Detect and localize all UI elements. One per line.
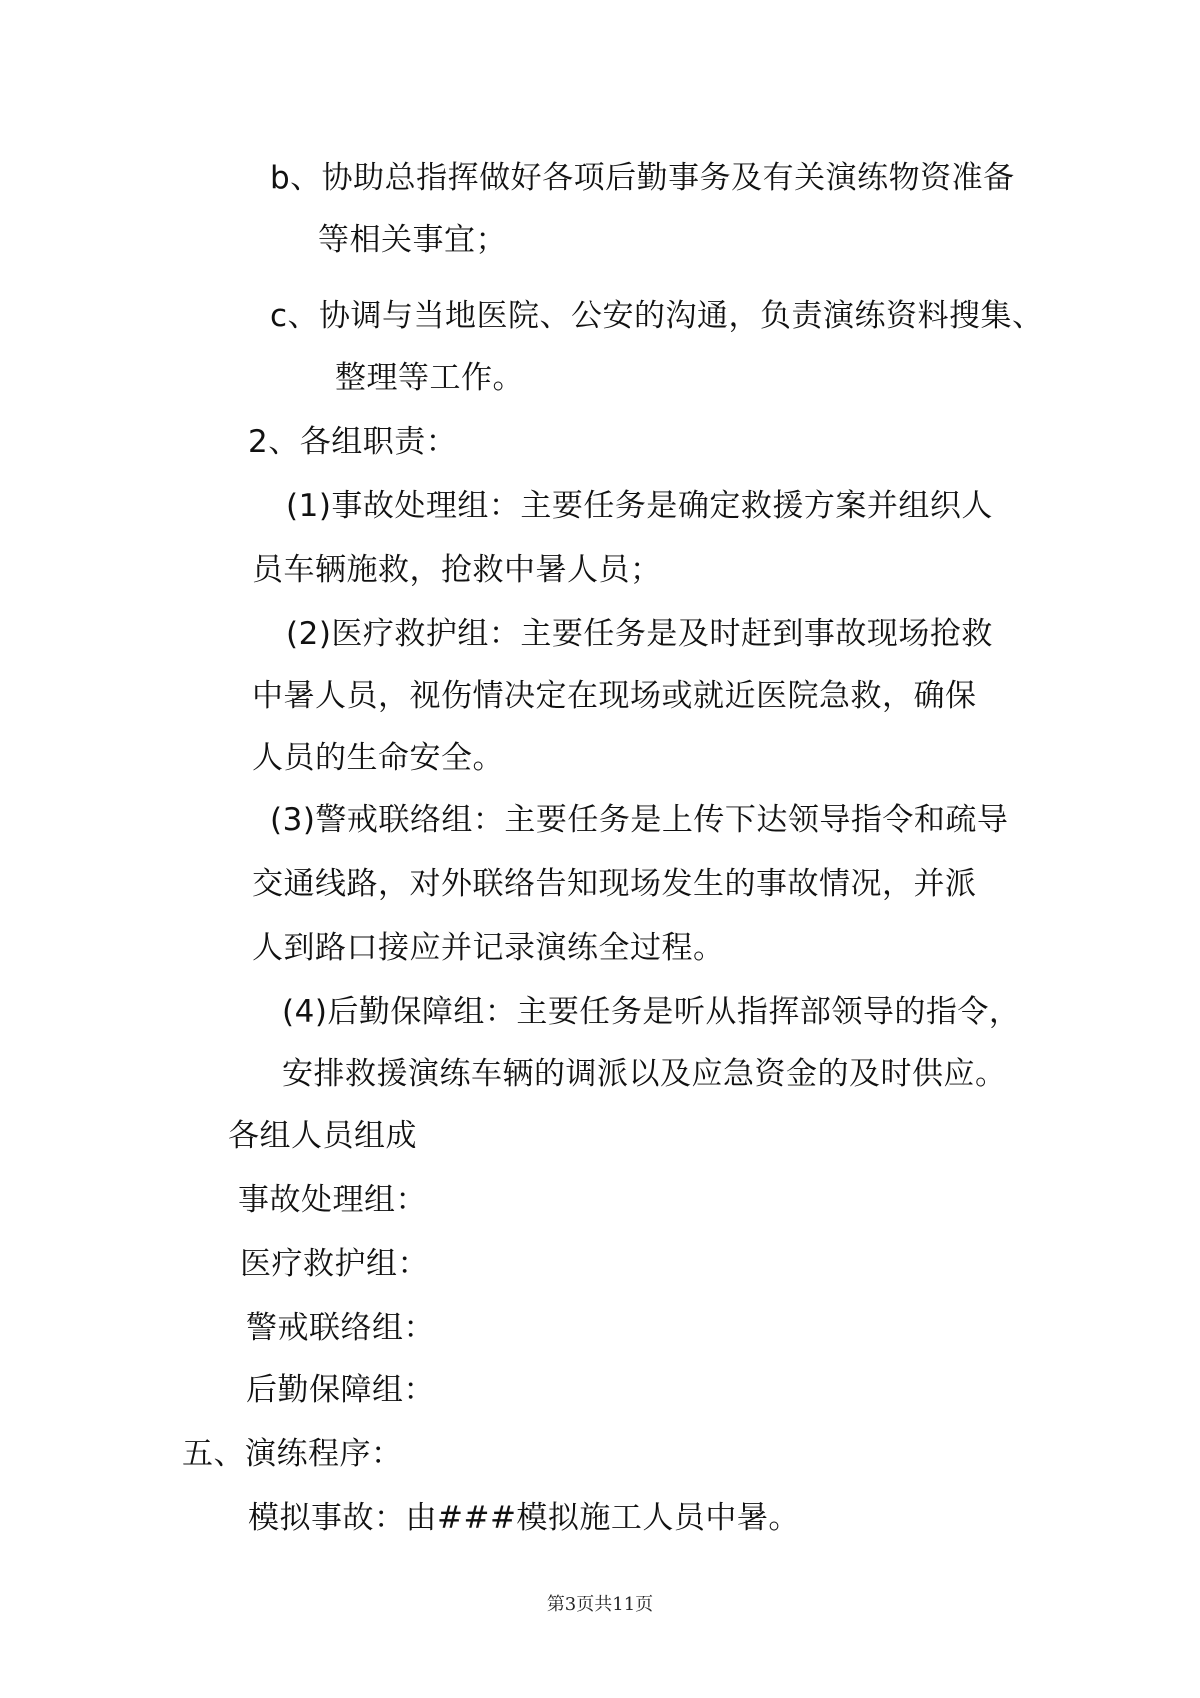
text-line: 人员的生命安全。 bbox=[252, 740, 504, 776]
text-line: 等相关事宜； bbox=[318, 222, 507, 258]
text-line: 中暑人员，视伤情决定在现场或就近医院急救，确保 bbox=[252, 678, 977, 714]
text-line: 警戒联络组： bbox=[246, 1310, 435, 1346]
text-line: 安排救援演练车辆的调派以及应急资金的及时供应。 bbox=[282, 1056, 1007, 1092]
section-heading: 各组人员组成 bbox=[228, 1118, 417, 1154]
text-line: 模拟事故：由###模拟施工人员中暑。 bbox=[248, 1500, 800, 1536]
text-line: 人到路口接应并记录演练全过程。 bbox=[252, 930, 725, 966]
section-heading: 2、各组职责： bbox=[248, 424, 458, 460]
text-line: b、协助总指挥做好各项后勤事务及有关演练物资准备 bbox=[270, 160, 1015, 196]
text-line: (4)后勤保障组：主要任务是听从指挥部领导的指令， bbox=[282, 994, 1021, 1030]
page-number-footer: 第3页共11页 bbox=[546, 1594, 654, 1615]
text-line: 整理等工作。 bbox=[335, 360, 524, 396]
text-line: 后勤保障组： bbox=[246, 1372, 435, 1408]
text-line: 交通线路，对外联络告知现场发生的事故情况，并派 bbox=[252, 866, 977, 902]
text-line: 医疗救护组： bbox=[240, 1246, 429, 1282]
text-line: (1)事故处理组：主要任务是确定救援方案并组织人 bbox=[286, 488, 993, 524]
text-line: (3)警戒联络组：主要任务是上传下达领导指令和疏导 bbox=[270, 802, 1009, 838]
section-heading: 五、演练程序： bbox=[182, 1436, 403, 1472]
text-line: c、协调与当地医院、公安的沟通，负责演练资料搜集、 bbox=[270, 298, 1044, 334]
text-line: (2)医疗救护组：主要任务是及时赶到事故现场抢救 bbox=[286, 616, 993, 652]
text-line: 员车辆施救，抢救中暑人员； bbox=[252, 552, 662, 588]
text-line: 事故处理组： bbox=[238, 1182, 427, 1218]
